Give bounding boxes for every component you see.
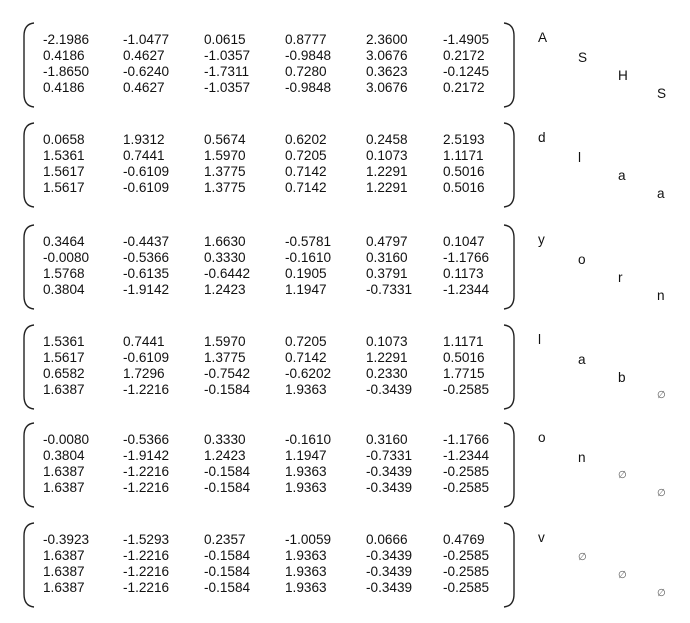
character-label: a: [657, 186, 665, 201]
matrix-block: [22, 522, 516, 608]
matrix-cell: 0.4769: [443, 532, 485, 547]
matrix-cell: 1.5361: [43, 148, 85, 163]
matrix-cell: 0.7441: [123, 148, 165, 163]
matrix-cell: 1.5617: [43, 180, 85, 195]
matrix-cell: 0.7205: [285, 334, 327, 349]
character-label: n: [578, 450, 586, 465]
matrix-cell: -0.1584: [204, 464, 251, 479]
character-label: n: [657, 288, 665, 303]
matrix-cell: 0.3330: [204, 250, 246, 265]
matrix-cell: 0.3160: [366, 432, 408, 447]
matrix-cell: 3.0676: [366, 48, 408, 63]
matrix-cell: -0.1245: [443, 64, 490, 79]
matrix-cell: -1.7311: [204, 64, 250, 79]
matrix-cell: 0.2458: [366, 132, 408, 147]
matrix-cell: 1.9312: [123, 132, 165, 147]
matrix-cell: 2.3600: [366, 32, 408, 47]
matrix-cell: -1.2216: [123, 580, 170, 595]
matrix-cell: -1.9142: [123, 448, 170, 463]
matrix-row: [22, 266, 516, 282]
matrix-cell: -0.3439: [366, 382, 413, 397]
matrix-cell: -1.2344: [443, 282, 490, 297]
matrix-cell: -1.2216: [123, 464, 170, 479]
matrix-cell: -1.4905: [443, 32, 490, 47]
matrix-cell: -0.1584: [204, 564, 251, 579]
matrix-cell: -0.7542: [204, 366, 251, 381]
matrix-cell: -0.3439: [366, 464, 413, 479]
matrix-row: [22, 250, 516, 266]
matrix-cell: -1.2344: [443, 448, 490, 463]
matrix-cell: -0.6240: [123, 64, 170, 79]
matrix-cell: -1.1766: [443, 432, 490, 447]
matrix-cell: -1.0477: [123, 32, 170, 47]
character-label: l: [578, 150, 582, 165]
matrix-row: [22, 48, 516, 64]
matrix-cell: 0.6582: [43, 366, 85, 381]
matrix-cell: 0.7441: [123, 334, 165, 349]
matrix-row: [22, 64, 516, 80]
empty-symbol: ∅: [657, 390, 666, 401]
matrix-cell: 1.7296: [123, 366, 165, 381]
matrix-row: [22, 148, 516, 164]
matrix-cell: 1.6387: [43, 464, 85, 479]
matrix-cell: -1.1766: [443, 250, 490, 265]
matrix-row: [22, 448, 516, 464]
empty-symbol: ∅: [618, 470, 627, 481]
matrix-cell: 1.9363: [285, 382, 327, 397]
matrix-cell: 1.9363: [285, 580, 327, 595]
matrix-cell: 1.1171: [443, 148, 484, 163]
matrix-cell: 0.4186: [43, 48, 85, 63]
matrix-cell: 1.9363: [285, 564, 327, 579]
matrix-cell: 0.3623: [366, 64, 408, 79]
matrix-cell: 1.6630: [204, 234, 246, 249]
character-label: a: [578, 352, 586, 367]
matrix-cell: -0.1584: [204, 548, 251, 563]
matrix-cell: -0.9848: [285, 80, 332, 95]
matrix-cell: -0.2585: [443, 564, 490, 579]
matrix-row: [22, 32, 516, 48]
matrix-cell: 1.5617: [43, 164, 85, 179]
character-label: y: [538, 232, 545, 247]
matrix-cell: -0.5366: [123, 432, 170, 447]
matrix-cell: -1.0357: [204, 48, 251, 63]
matrix-cell: 1.2291: [366, 350, 408, 365]
matrix-cell: -0.1610: [285, 432, 332, 447]
matrix-cell: 0.4797: [366, 234, 408, 249]
matrix-cell: -0.6109: [123, 164, 170, 179]
matrix-cell: 0.7142: [285, 180, 327, 195]
matrix-cell: -0.1584: [204, 480, 251, 495]
matrix-row: [22, 350, 516, 366]
matrix-row: [22, 382, 516, 398]
matrix-row: [22, 580, 516, 596]
matrix-cell: -0.0080: [43, 250, 90, 265]
matrix-cell: 1.6387: [43, 548, 85, 563]
empty-symbol: ∅: [657, 588, 666, 599]
matrix-cell: -0.3439: [366, 580, 413, 595]
matrix-row: [22, 532, 516, 548]
matrix-cell: 0.3804: [43, 282, 85, 297]
matrix-cell: -0.2585: [443, 580, 490, 595]
matrix-cell: 3.0676: [366, 80, 408, 95]
matrix-cell: -1.2216: [123, 480, 170, 495]
matrix-cell: 1.3775: [204, 180, 246, 195]
matrix-cell: 0.5016: [443, 164, 485, 179]
matrix-cell: 0.2172: [443, 80, 485, 95]
matrix-cell: -0.6109: [123, 350, 170, 365]
character-label: o: [578, 252, 586, 267]
matrix-row: [22, 432, 516, 448]
matrix-cell: -1.9142: [123, 282, 170, 297]
matrix-cell: -0.1610: [285, 250, 332, 265]
matrix-cell: -0.6202: [285, 366, 332, 381]
matrix-block: [22, 324, 516, 410]
matrix-row: [22, 564, 516, 580]
matrix-cell: 0.1047: [443, 234, 485, 249]
matrix-row: [22, 548, 516, 564]
matrix-cell: 0.1905: [285, 266, 327, 281]
matrix-cell: 1.3775: [204, 164, 246, 179]
matrix-cell: 1.9363: [285, 480, 327, 495]
matrix-cell: 0.7205: [285, 148, 327, 163]
matrix-cell: 0.1073: [366, 334, 408, 349]
matrix-cell: -0.7331: [366, 282, 413, 297]
matrix-cell: 1.6387: [43, 580, 85, 595]
matrix-cell: -0.3439: [366, 480, 413, 495]
matrix-cell: -1.0357: [204, 80, 251, 95]
matrix-block: [22, 22, 516, 108]
matrix-cell: 1.2423: [204, 448, 246, 463]
matrix-cell: -1.2216: [123, 548, 170, 563]
matrix-row: [22, 180, 516, 196]
matrix-cell: -0.5366: [123, 250, 170, 265]
matrix-block: [22, 422, 516, 508]
matrix-block: [22, 224, 516, 310]
empty-symbol: ∅: [657, 488, 666, 499]
matrix-cell: -0.3923: [43, 532, 90, 547]
matrix-cell: 0.4627: [123, 48, 165, 63]
matrix-row: [22, 366, 516, 382]
matrix-cell: 0.7142: [285, 350, 327, 365]
character-label: v: [538, 530, 545, 545]
matrix-cell: -0.4437: [123, 234, 170, 249]
matrix-cell: 0.8777: [285, 32, 327, 47]
matrix-cell: 1.2291: [366, 180, 408, 195]
matrix-cell: -0.9848: [285, 48, 332, 63]
matrix-cell: -0.6135: [123, 266, 170, 281]
matrix-cell: 0.3791: [366, 266, 408, 281]
character-label: S: [657, 86, 667, 101]
matrix-cell: -0.2585: [443, 480, 490, 495]
matrix-cell: -0.7331: [366, 448, 413, 463]
matrix-cell: 0.5016: [443, 180, 485, 195]
matrix-cell: 0.6202: [285, 132, 327, 147]
matrix-cell: 1.1947: [285, 448, 327, 463]
matrix-cell: 0.1173: [443, 266, 484, 281]
matrix-cell: 0.2330: [366, 366, 408, 381]
matrix-cell: 1.3775: [204, 350, 246, 365]
matrix-row: [22, 464, 516, 480]
matrix-cell: 0.2357: [204, 532, 246, 547]
matrix-cell: 0.3160: [366, 250, 408, 265]
matrix-cell: 1.2423: [204, 282, 246, 297]
matrix-cell: -2.1986: [43, 32, 90, 47]
character-label: H: [618, 68, 628, 83]
matrix-cell: 2.5193: [443, 132, 485, 147]
character-label: d: [538, 130, 546, 145]
matrix-cell: -1.8650: [43, 64, 90, 79]
matrix-cell: 1.9363: [285, 548, 327, 563]
matrix-cell: 1.6387: [43, 382, 85, 397]
matrix-cell: -0.1584: [204, 382, 251, 397]
matrix-cell: 0.3804: [43, 448, 85, 463]
empty-symbol: ∅: [618, 570, 627, 581]
matrix-cell: -0.3439: [366, 564, 413, 579]
matrix-cell: 1.6387: [43, 564, 85, 579]
matrix-cell: 1.9363: [285, 464, 327, 479]
matrix-cell: 1.7715: [443, 366, 485, 381]
matrix-cell: 1.5361: [43, 334, 85, 349]
matrix-cell: 0.0666: [366, 532, 408, 547]
matrix-cell: 0.4627: [123, 80, 165, 95]
matrix-cell: 0.0658: [43, 132, 85, 147]
matrix-cell: -0.1584: [204, 580, 251, 595]
matrix-cell: 0.7280: [285, 64, 327, 79]
matrix-row: [22, 282, 516, 298]
matrix-cell: 0.3464: [43, 234, 85, 249]
matrix-cell: 1.5970: [204, 148, 246, 163]
matrix-cell: 1.2291: [366, 164, 408, 179]
character-label: l: [538, 332, 542, 347]
matrix-cell: 1.6387: [43, 480, 85, 495]
matrix-row: [22, 164, 516, 180]
matrix-cell: -0.6442: [204, 266, 251, 281]
matrix-cell: 0.5016: [443, 350, 485, 365]
matrix-cell: -0.2585: [443, 382, 490, 397]
character-label: r: [618, 270, 623, 285]
matrix-row: [22, 234, 516, 250]
matrix-cell: -1.2216: [123, 564, 170, 579]
matrix-cell: 1.5617: [43, 350, 85, 365]
character-label: A: [538, 30, 548, 45]
matrix-cell: -1.2216: [123, 382, 170, 397]
matrix-cell: 1.1171: [443, 334, 484, 349]
character-label: a: [618, 168, 626, 183]
matrix-row: [22, 334, 516, 350]
matrix-row: [22, 132, 516, 148]
matrix-row: [22, 480, 516, 496]
matrix-cell: -1.0059: [285, 532, 332, 547]
matrix-row: [22, 80, 516, 96]
matrix-cell: 0.2172: [443, 48, 485, 63]
empty-symbol: ∅: [578, 552, 587, 563]
character-label: b: [618, 370, 626, 385]
matrix-cell: 1.5768: [43, 266, 85, 281]
matrix-cell: 0.1073: [366, 148, 408, 163]
matrix-cell: 0.3330: [204, 432, 246, 447]
matrix-cell: -1.5293: [123, 532, 170, 547]
character-label: o: [538, 430, 546, 445]
character-label: S: [578, 50, 588, 65]
matrix-cell: -0.0080: [43, 432, 90, 447]
matrix-cell: 0.0615: [204, 32, 246, 47]
matrix-cell: 0.7142: [285, 164, 327, 179]
matrix-cell: -0.2585: [443, 548, 490, 563]
matrix-cell: -0.2585: [443, 464, 490, 479]
matrix-cell: -0.3439: [366, 548, 413, 563]
matrix-cell: -0.6109: [123, 180, 170, 195]
matrix-cell: 1.1947: [285, 282, 327, 297]
matrix-cell: 0.5674: [204, 132, 246, 147]
matrix-block: [22, 122, 516, 208]
matrix-cell: 0.4186: [43, 80, 85, 95]
matrix-cell: 1.5970: [204, 334, 246, 349]
matrix-cell: -0.5781: [285, 234, 332, 249]
